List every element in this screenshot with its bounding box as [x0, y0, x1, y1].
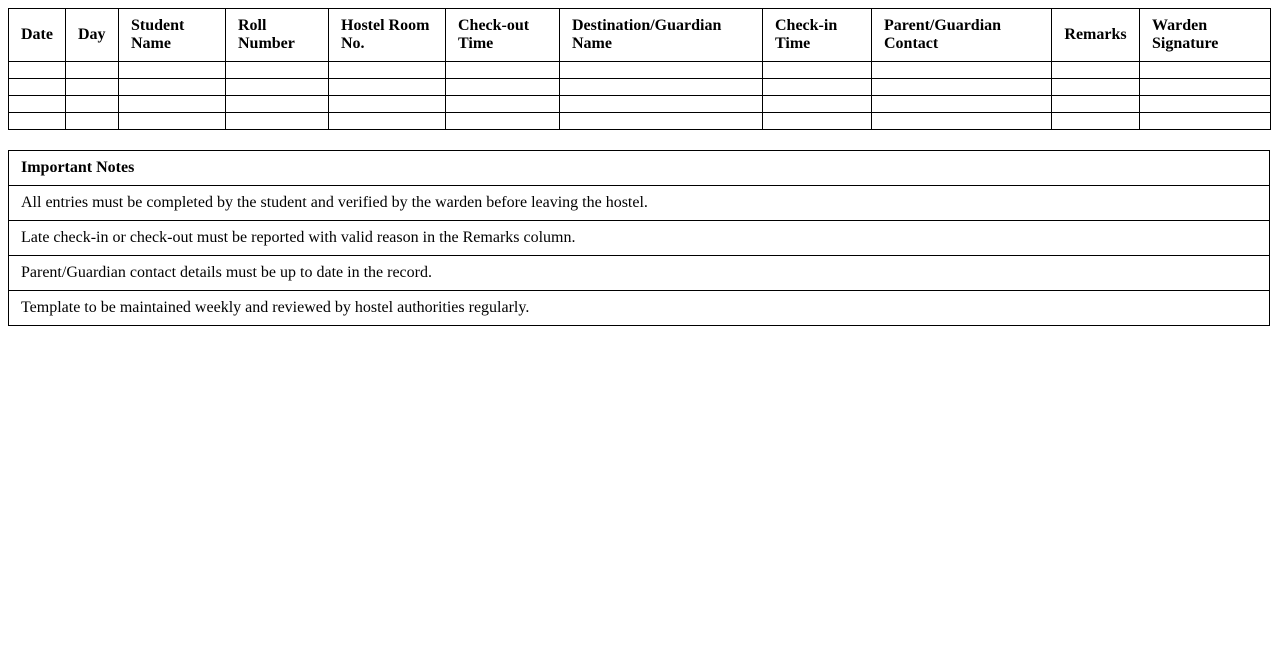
table-cell[interactable]	[66, 62, 119, 79]
table-cell[interactable]	[560, 62, 763, 79]
note-row	[9, 256, 1270, 291]
table-cell[interactable]	[66, 113, 119, 130]
table-cell[interactable]	[1052, 96, 1140, 113]
table-cell[interactable]	[9, 96, 66, 113]
table-cell[interactable]	[763, 96, 872, 113]
note-item: All entries must be completed by the student and verified by the warden before leaving the hostel.	[9, 186, 1270, 221]
table-cell[interactable]	[1052, 113, 1140, 130]
note-row	[9, 221, 1270, 256]
table-cell[interactable]	[226, 62, 329, 79]
table-cell[interactable]	[1140, 113, 1271, 130]
table-cell[interactable]	[560, 113, 763, 130]
note-item: Late check-in or check-out must be reported with valid reason in the Remarks column.	[9, 221, 1270, 256]
table-cell[interactable]	[329, 113, 446, 130]
table-cell[interactable]	[446, 79, 560, 96]
note-row	[9, 291, 1270, 326]
column-header-destination-guardian: Destination/Guardian Name	[560, 9, 763, 62]
table-cell[interactable]	[226, 79, 329, 96]
table-cell[interactable]	[329, 79, 446, 96]
note-item: Parent/Guardian contact details must be up to date in the record.	[9, 256, 1270, 291]
table-cell[interactable]	[1052, 79, 1140, 96]
important-notes-table	[8, 150, 1270, 326]
table-cell[interactable]	[119, 79, 226, 96]
table-cell[interactable]	[1052, 62, 1140, 79]
table-cell[interactable]	[763, 62, 872, 79]
table-cell[interactable]	[872, 79, 1052, 96]
table-cell[interactable]	[119, 62, 226, 79]
table-cell[interactable]	[119, 96, 226, 113]
table-cell[interactable]	[9, 79, 66, 96]
table-cell[interactable]	[66, 79, 119, 96]
column-header-day: Day	[66, 9, 119, 62]
table-cell[interactable]	[1140, 62, 1271, 79]
table-cell[interactable]	[9, 113, 66, 130]
table-cell[interactable]	[872, 113, 1052, 130]
table-row	[9, 62, 1271, 79]
table-cell[interactable]	[872, 62, 1052, 79]
table-cell[interactable]	[119, 113, 226, 130]
table-cell[interactable]	[9, 62, 66, 79]
column-header-check-out-time: Check-out Time	[446, 9, 560, 62]
table-row	[9, 79, 1271, 96]
table-cell[interactable]	[446, 62, 560, 79]
table-cell[interactable]	[446, 96, 560, 113]
hostel-log-table	[8, 8, 1271, 130]
column-header-remarks: Remarks	[1052, 9, 1140, 62]
note-row	[9, 186, 1270, 221]
column-header-warden-signature: Warden Signature	[1140, 9, 1271, 62]
notes-heading-row	[9, 151, 1270, 186]
column-header-check-in-time: Check-in Time	[763, 9, 872, 62]
header-row	[9, 9, 1271, 62]
table-cell[interactable]	[560, 79, 763, 96]
column-header-date: Date	[9, 9, 66, 62]
table-cell[interactable]	[872, 96, 1052, 113]
column-header-student-name: Student Name	[119, 9, 226, 62]
log-table-body	[9, 62, 1271, 130]
table-cell[interactable]	[329, 96, 446, 113]
column-header-roll-number: Roll Number	[226, 9, 329, 62]
table-row	[9, 113, 1271, 130]
table-row	[9, 96, 1271, 113]
notes-heading: Important Notes	[9, 151, 1270, 186]
table-cell[interactable]	[329, 62, 446, 79]
column-header-parent-contact: Parent/Guardian Contact	[872, 9, 1052, 62]
table-cell[interactable]	[446, 113, 560, 130]
note-item: Template to be maintained weekly and reviewed by hostel authorities regularly.	[9, 291, 1270, 326]
table-cell[interactable]	[763, 79, 872, 96]
table-cell[interactable]	[763, 113, 872, 130]
column-header-hostel-room: Hostel Room No.	[329, 9, 446, 62]
table-cell[interactable]	[226, 113, 329, 130]
table-cell[interactable]	[66, 96, 119, 113]
table-cell[interactable]	[226, 96, 329, 113]
table-cell[interactable]	[560, 96, 763, 113]
table-cell[interactable]	[1140, 79, 1271, 96]
table-cell[interactable]	[1140, 96, 1271, 113]
